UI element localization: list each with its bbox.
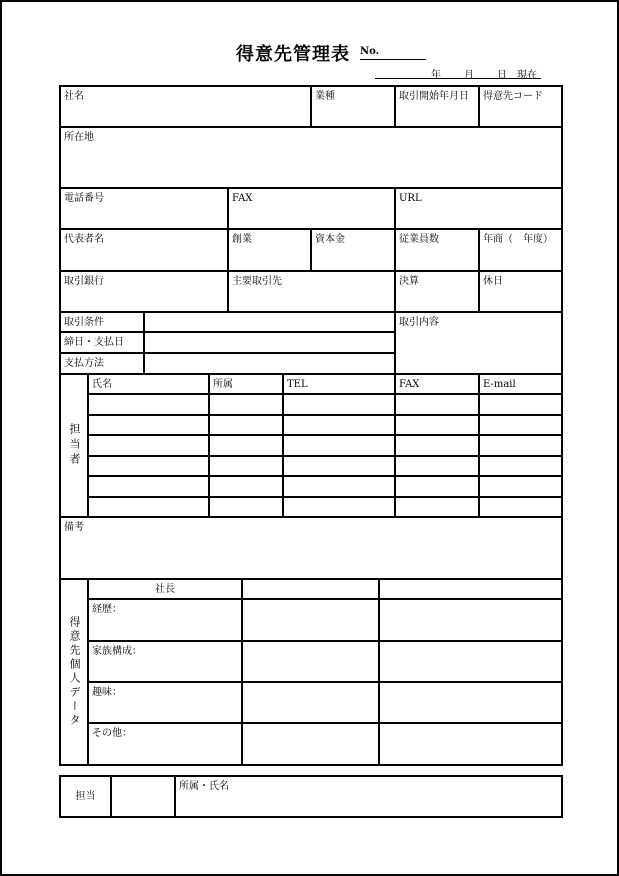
closing-payment-input[interactable] [144,332,395,353]
table-cell[interactable] [479,497,562,517]
payment-method-label: 支払方法 [60,353,144,374]
bank-field[interactable]: 取引銀行 [60,271,228,312]
table-cell[interactable] [479,394,562,415]
table-cell[interactable] [395,394,479,415]
table-cell[interactable] [209,435,283,456]
closing-payment-label: 締日・支払日 [60,332,144,353]
personal-section-label [60,579,88,765]
contacts-label-text: 担当者 [68,423,81,468]
table-cell[interactable] [209,476,283,497]
table-cell[interactable] [209,497,283,517]
president-header: 社長 [88,579,242,599]
settlement-field[interactable]: 決算 [395,271,479,312]
table-cell[interactable] [395,497,479,517]
address-field[interactable]: 所在地 [60,127,562,188]
client-code-field[interactable]: 得意先コード [479,86,562,127]
dept-name-field[interactable]: 所属・氏名 [175,776,562,817]
personal-col-2-header[interactable] [242,579,379,599]
number-field[interactable] [360,59,426,60]
annual-sales-field[interactable]: 年商（ 年度） [479,229,562,271]
career-cell-3[interactable] [379,599,562,641]
other-cell-2[interactable] [242,723,379,765]
company-name-field[interactable]: 社名 [60,86,311,127]
table-cell[interactable] [479,435,562,456]
person-in-charge-input[interactable] [111,776,175,817]
contacts-col-fax: FAX [395,374,479,394]
family-field[interactable]: 家族構成： [88,641,242,682]
hobby-cell-2[interactable] [242,682,379,723]
date-month-label: 月 [464,70,474,81]
terms-label: 取引条件 [60,312,144,332]
remarks-field[interactable]: 備考 [60,517,562,579]
contacts-col-tel: TEL [283,374,395,394]
table-cell[interactable] [479,415,562,435]
table-cell[interactable] [283,394,395,415]
table-cell[interactable] [395,415,479,435]
founded-field[interactable]: 創業 [228,229,311,271]
main-partners-field[interactable]: 主要取引先 [228,271,395,312]
table-row[interactable] [88,415,209,435]
number-label: No. [360,46,380,57]
family-cell-3[interactable] [379,641,562,682]
capital-field[interactable]: 資本金 [311,229,395,271]
page-title: 得意先管理表 [236,44,350,65]
contacts-col-name: 氏名 [88,374,209,394]
table-cell[interactable] [395,476,479,497]
table-cell[interactable] [479,476,562,497]
table-cell[interactable] [209,456,283,476]
date-day-label: 日 [497,70,507,81]
table-cell[interactable] [479,456,562,476]
other-field[interactable]: その他： [88,723,242,765]
contacts-col-dept: 所属 [209,374,283,394]
contacts-col-email: E-mail [479,374,562,394]
career-cell-2[interactable] [242,599,379,641]
table-row[interactable] [88,497,209,517]
table-cell[interactable] [209,394,283,415]
table-row[interactable] [88,394,209,415]
date-year-label: 年 [431,70,441,81]
fax-field[interactable]: FAX [228,188,395,229]
person-in-charge-label: 担当 [60,776,111,817]
table-cell[interactable] [209,415,283,435]
employees-field[interactable]: 従業員数 [395,229,479,271]
industry-field[interactable]: 業種 [311,86,395,127]
representative-field[interactable]: 代表者名 [60,229,228,271]
table-row[interactable] [88,456,209,476]
table-cell[interactable] [283,476,395,497]
start-date-field[interactable]: 取引開始年月日 [395,86,479,127]
business-content-field[interactable]: 取引内容 [395,312,562,374]
table-cell[interactable] [283,497,395,517]
career-field[interactable]: 経歴： [88,599,242,641]
date-field[interactable] [375,66,541,79]
family-cell-2[interactable] [242,641,379,682]
personal-col-3-header[interactable] [379,579,562,599]
terms-input[interactable] [144,312,395,332]
table-row[interactable] [88,435,209,456]
table-cell[interactable] [395,456,479,476]
table-cell[interactable] [283,415,395,435]
date-as-of-label: 現在 [517,70,537,81]
contacts-section-label [60,374,88,517]
personal-label-text: 得意先個人データ [68,616,81,728]
holidays-field[interactable]: 休日 [479,271,562,312]
url-field[interactable]: URL [395,188,562,229]
table-cell[interactable] [395,435,479,456]
hobby-field[interactable]: 趣味： [88,682,242,723]
phone-field[interactable]: 電話番号 [60,188,228,229]
payment-method-input[interactable] [144,353,395,374]
table-cell[interactable] [283,456,395,476]
table-row[interactable] [88,476,209,497]
hobby-cell-3[interactable] [379,682,562,723]
table-cell[interactable] [283,435,395,456]
other-cell-3[interactable] [379,723,562,765]
